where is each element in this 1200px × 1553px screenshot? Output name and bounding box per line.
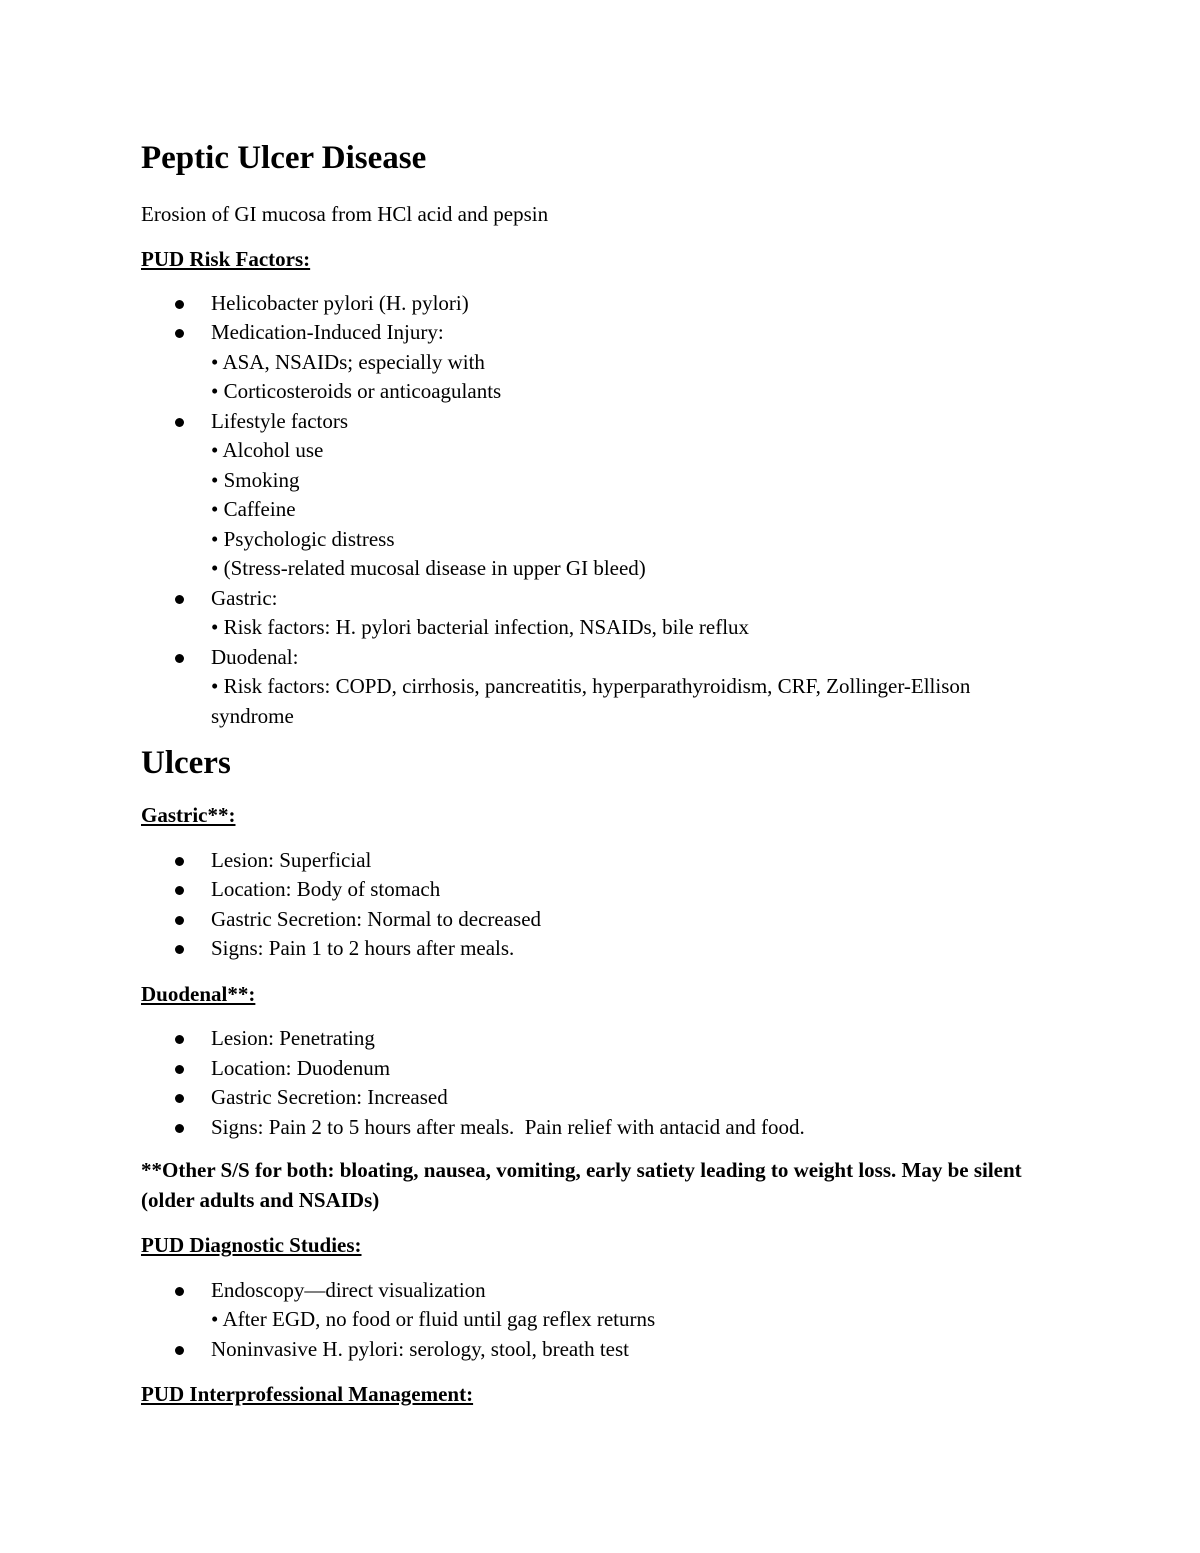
- list-item-text: Gastric Secretion: Increased: [211, 1085, 448, 1110]
- list-item-text: Gastric:: [211, 585, 278, 610]
- bullet-icon: [175, 1035, 184, 1044]
- bullet-icon: [175, 1287, 184, 1296]
- list-item: [141, 1054, 1041, 1084]
- sub-item: • Psychologic distress: [211, 526, 395, 551]
- bullet-icon: [175, 300, 184, 309]
- bullet-icon: [175, 857, 184, 866]
- list-item-text: Medication-Induced Injury:: [211, 320, 444, 345]
- sub-item: • Alcohol use: [211, 438, 324, 463]
- sub-item: • Risk factors: COPD, cirrhosis, pancreatitis, hyperparathyroidism, CRF, Zollinger-Ellison syndrome: [211, 674, 971, 728]
- list-item-text: Gastric Secretion: Normal to decreased: [211, 906, 542, 931]
- page-title: Peptic Ulcer Disease: [141, 140, 427, 176]
- list-item: [141, 1335, 1041, 1365]
- bullet-icon: [175, 595, 184, 604]
- sub-item: • (Stress-related mucosal disease in upper GI bleed): [211, 556, 646, 581]
- sub-item: • Risk factors: H. pylori bacterial infection, NSAIDs, bile reflux: [211, 615, 750, 640]
- list-item: [141, 584, 1041, 643]
- bullet-icon: [175, 916, 184, 925]
- list-item-text: Location: Duodenum: [211, 1055, 391, 1080]
- list-item-text: Lifestyle factors: [211, 408, 349, 433]
- list-item: [141, 1024, 1041, 1054]
- list-item-text: Duodenal:: [211, 644, 299, 669]
- bullet-icon: [175, 945, 184, 954]
- bullet-icon: [175, 886, 184, 895]
- list-item: [141, 875, 1041, 905]
- sub-item: • Caffeine: [211, 497, 296, 522]
- ulcers-title: Ulcers: [141, 745, 231, 782]
- document-page: [141, 140, 1041, 1410]
- sub-item: • ASA, NSAIDs; especially with: [211, 349, 485, 374]
- list-item: [141, 846, 1041, 876]
- list-item-text: Signs: Pain 2 to 5 hours after meals. Pain relief with antacid and food.: [211, 1114, 805, 1139]
- sub-item: • Corticosteroids or anticoagulants: [211, 379, 502, 404]
- list-item-text: Location: Body of stomach: [211, 877, 441, 902]
- list-item: [141, 934, 1041, 964]
- bullet-icon: [175, 418, 184, 427]
- bullet-icon: [175, 654, 184, 663]
- diagnostics-list: [141, 1276, 1041, 1365]
- list-item-text: Helicobacter pylori (H. pylori): [211, 290, 469, 315]
- risk-factors-heading: PUD Risk Factors:: [141, 247, 311, 272]
- list-item: [141, 905, 1041, 935]
- list-item-text: Endoscopy—direct visualization: [211, 1277, 486, 1302]
- list-item: [141, 1113, 1041, 1143]
- diagnostics-heading: PUD Diagnostic Studies:: [141, 1233, 362, 1258]
- bullet-icon: [175, 1124, 184, 1133]
- list-item-text: Noninvasive H. pylori: serology, stool, breath test: [211, 1336, 629, 1361]
- sub-item: • After EGD, no food or fluid until gag reflex returns: [211, 1307, 656, 1332]
- duodenal-heading: Duodenal**:: [141, 981, 256, 1006]
- definition-text: Erosion of GI mucosa from HCl acid and pepsin: [141, 201, 549, 226]
- list-item: [141, 1083, 1041, 1113]
- gastric-list: [141, 846, 1041, 964]
- bullet-icon: [175, 1094, 184, 1103]
- bullet-icon: [175, 1346, 184, 1355]
- list-item: [141, 643, 1041, 732]
- list-item: [141, 318, 1041, 407]
- list-item-text: Lesion: Penetrating: [211, 1026, 375, 1051]
- other-symptoms-note: **Other S/S for both: bloating, nausea, vomiting, early satiety leading to weight loss. May be silent (older adults and NSAIDs): [141, 1158, 1022, 1212]
- list-item: [141, 407, 1041, 584]
- bullet-icon: [175, 329, 184, 338]
- bullet-icon: [175, 1065, 184, 1074]
- risk-factors-list: [141, 289, 1041, 732]
- gastric-heading: Gastric**:: [141, 803, 236, 828]
- list-item: [141, 289, 1041, 319]
- list-item: [141, 1276, 1041, 1335]
- list-item-text: Lesion: Superficial: [211, 847, 372, 872]
- list-item-text: Signs: Pain 1 to 2 hours after meals.: [211, 936, 515, 961]
- management-heading: PUD Interprofessional Management:: [141, 1382, 474, 1407]
- duodenal-list: [141, 1024, 1041, 1142]
- sub-item: • Smoking: [211, 467, 300, 492]
